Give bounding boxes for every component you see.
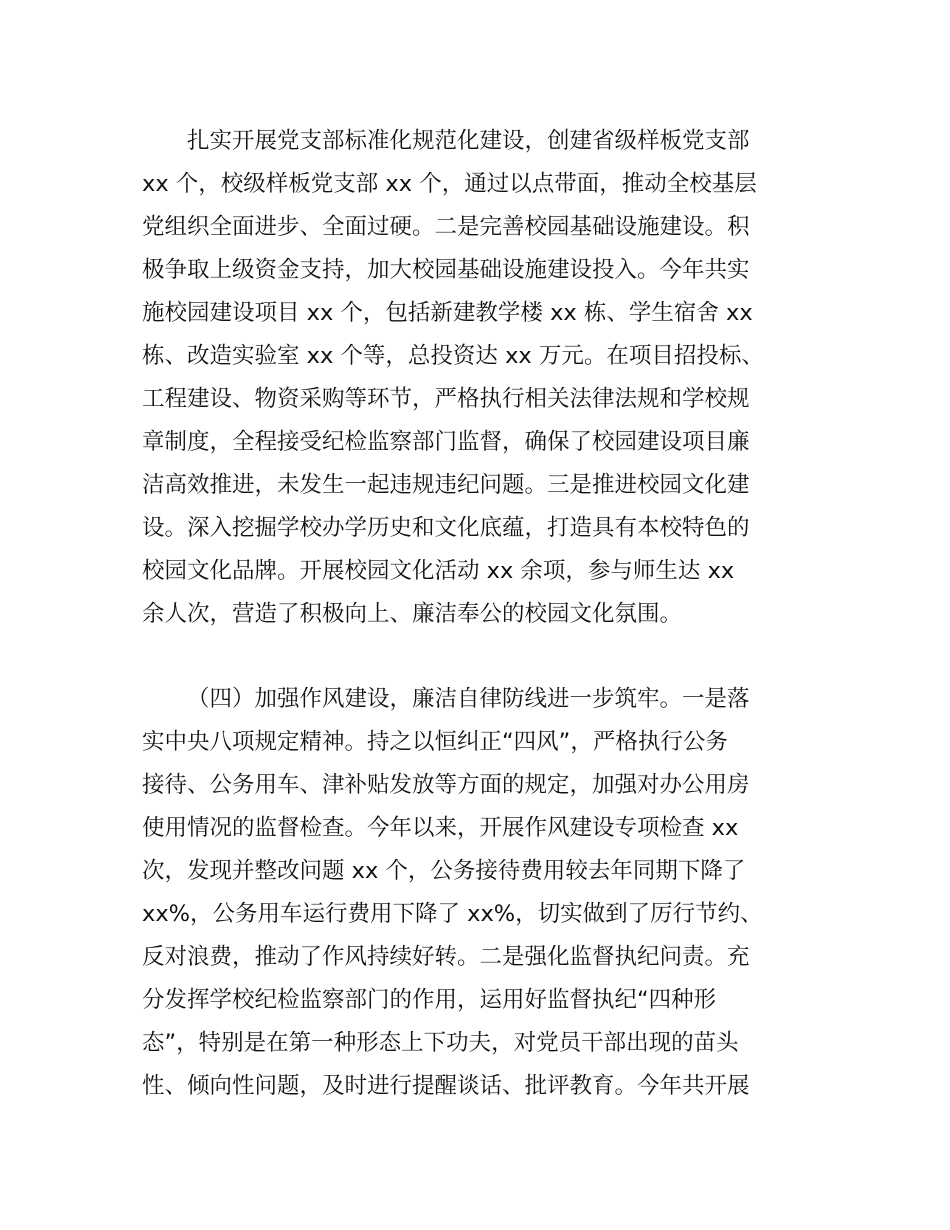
paragraph-line: 余人次，营造了积极向上、廉洁奉公的校园文化氛围。: [142, 601, 683, 627]
paragraph-line: 党组织全面进步、全面过硬。二是完善校园基础设施建设。积: [142, 214, 750, 240]
paragraph-line: 施校园建设项目 xx 个，包括新建教学楼 xx 栋、学生宿舍 xx: [142, 300, 753, 326]
paragraph-line: 接待、公务用车、津补贴发放等方面的规定，加强对办公用房: [142, 772, 750, 798]
paragraph-line: 性、倾向性问题，及时进行提醒谈话、批评教育。今年共开展: [142, 1073, 750, 1099]
paragraph-line: xx 个，校级样板党支部 xx 个，通过以点带面，推动全校基层: [142, 171, 757, 197]
paragraph-line: 次，发现并整改问题 xx 个，公务接待费用较去年同期下降了: [142, 858, 746, 884]
paragraph-line: 校园文化品牌。开展校园文化活动 xx 余项，参与师生达 xx: [142, 558, 735, 584]
paragraph-line: 栋、改造实验室 xx 个等，总投资达 xx 万元。在项目招投标、: [142, 343, 764, 369]
paragraph-line: 扎实开展党支部标准化规范化建设，创建省级样板党支部: [187, 128, 750, 154]
paragraph-campus-construction: [142, 120, 822, 636]
paragraph-line: 极争取上级资金支持，加大校园基础设施建设投入。今年共实: [142, 257, 750, 283]
paragraph-line: 分发挥学校纪检监察部门的作用，运用好监督执纪“四种形: [142, 987, 717, 1013]
paragraph-line: 使用情况的监督检查。今年以来，开展作风建设专项检查 xx: [142, 815, 739, 841]
paragraph-line: 设。深入挖掘学校办学历史和文化底蕴，打造具有本校特色的: [142, 515, 750, 541]
paragraph-line: （四）加强作风建设，廉洁自律防线进一步筑牢。一是落: [187, 686, 750, 712]
paragraph-line: 洁高效推进，未发生一起违规违纪问题。三是推进校园文化建: [142, 472, 750, 498]
paragraph-line: 反对浪费，推动了作风持续好转。二是强化监督执纪问责。充: [142, 944, 750, 970]
paragraph-line: 态”，特别是在第一种形态上下功夫，对党员干部出现的苗头: [142, 1030, 739, 1056]
paragraph-line: xx%，公务用车运行费用下降了 xx%，切实做到了厉行节约、: [142, 901, 763, 927]
paragraph-line: 实中央八项规定精神。持之以恒纠正“四风”，严格执行公务: [142, 729, 728, 755]
paragraph-work-style: [142, 678, 822, 1108]
paragraph-line: 章制度，全程接受纪检监察部门监督，确保了校园建设项目廉: [142, 429, 750, 455]
paragraph-line: 工程建设、物资采购等环节，严格执行相关法律法规和学校规: [142, 386, 750, 412]
